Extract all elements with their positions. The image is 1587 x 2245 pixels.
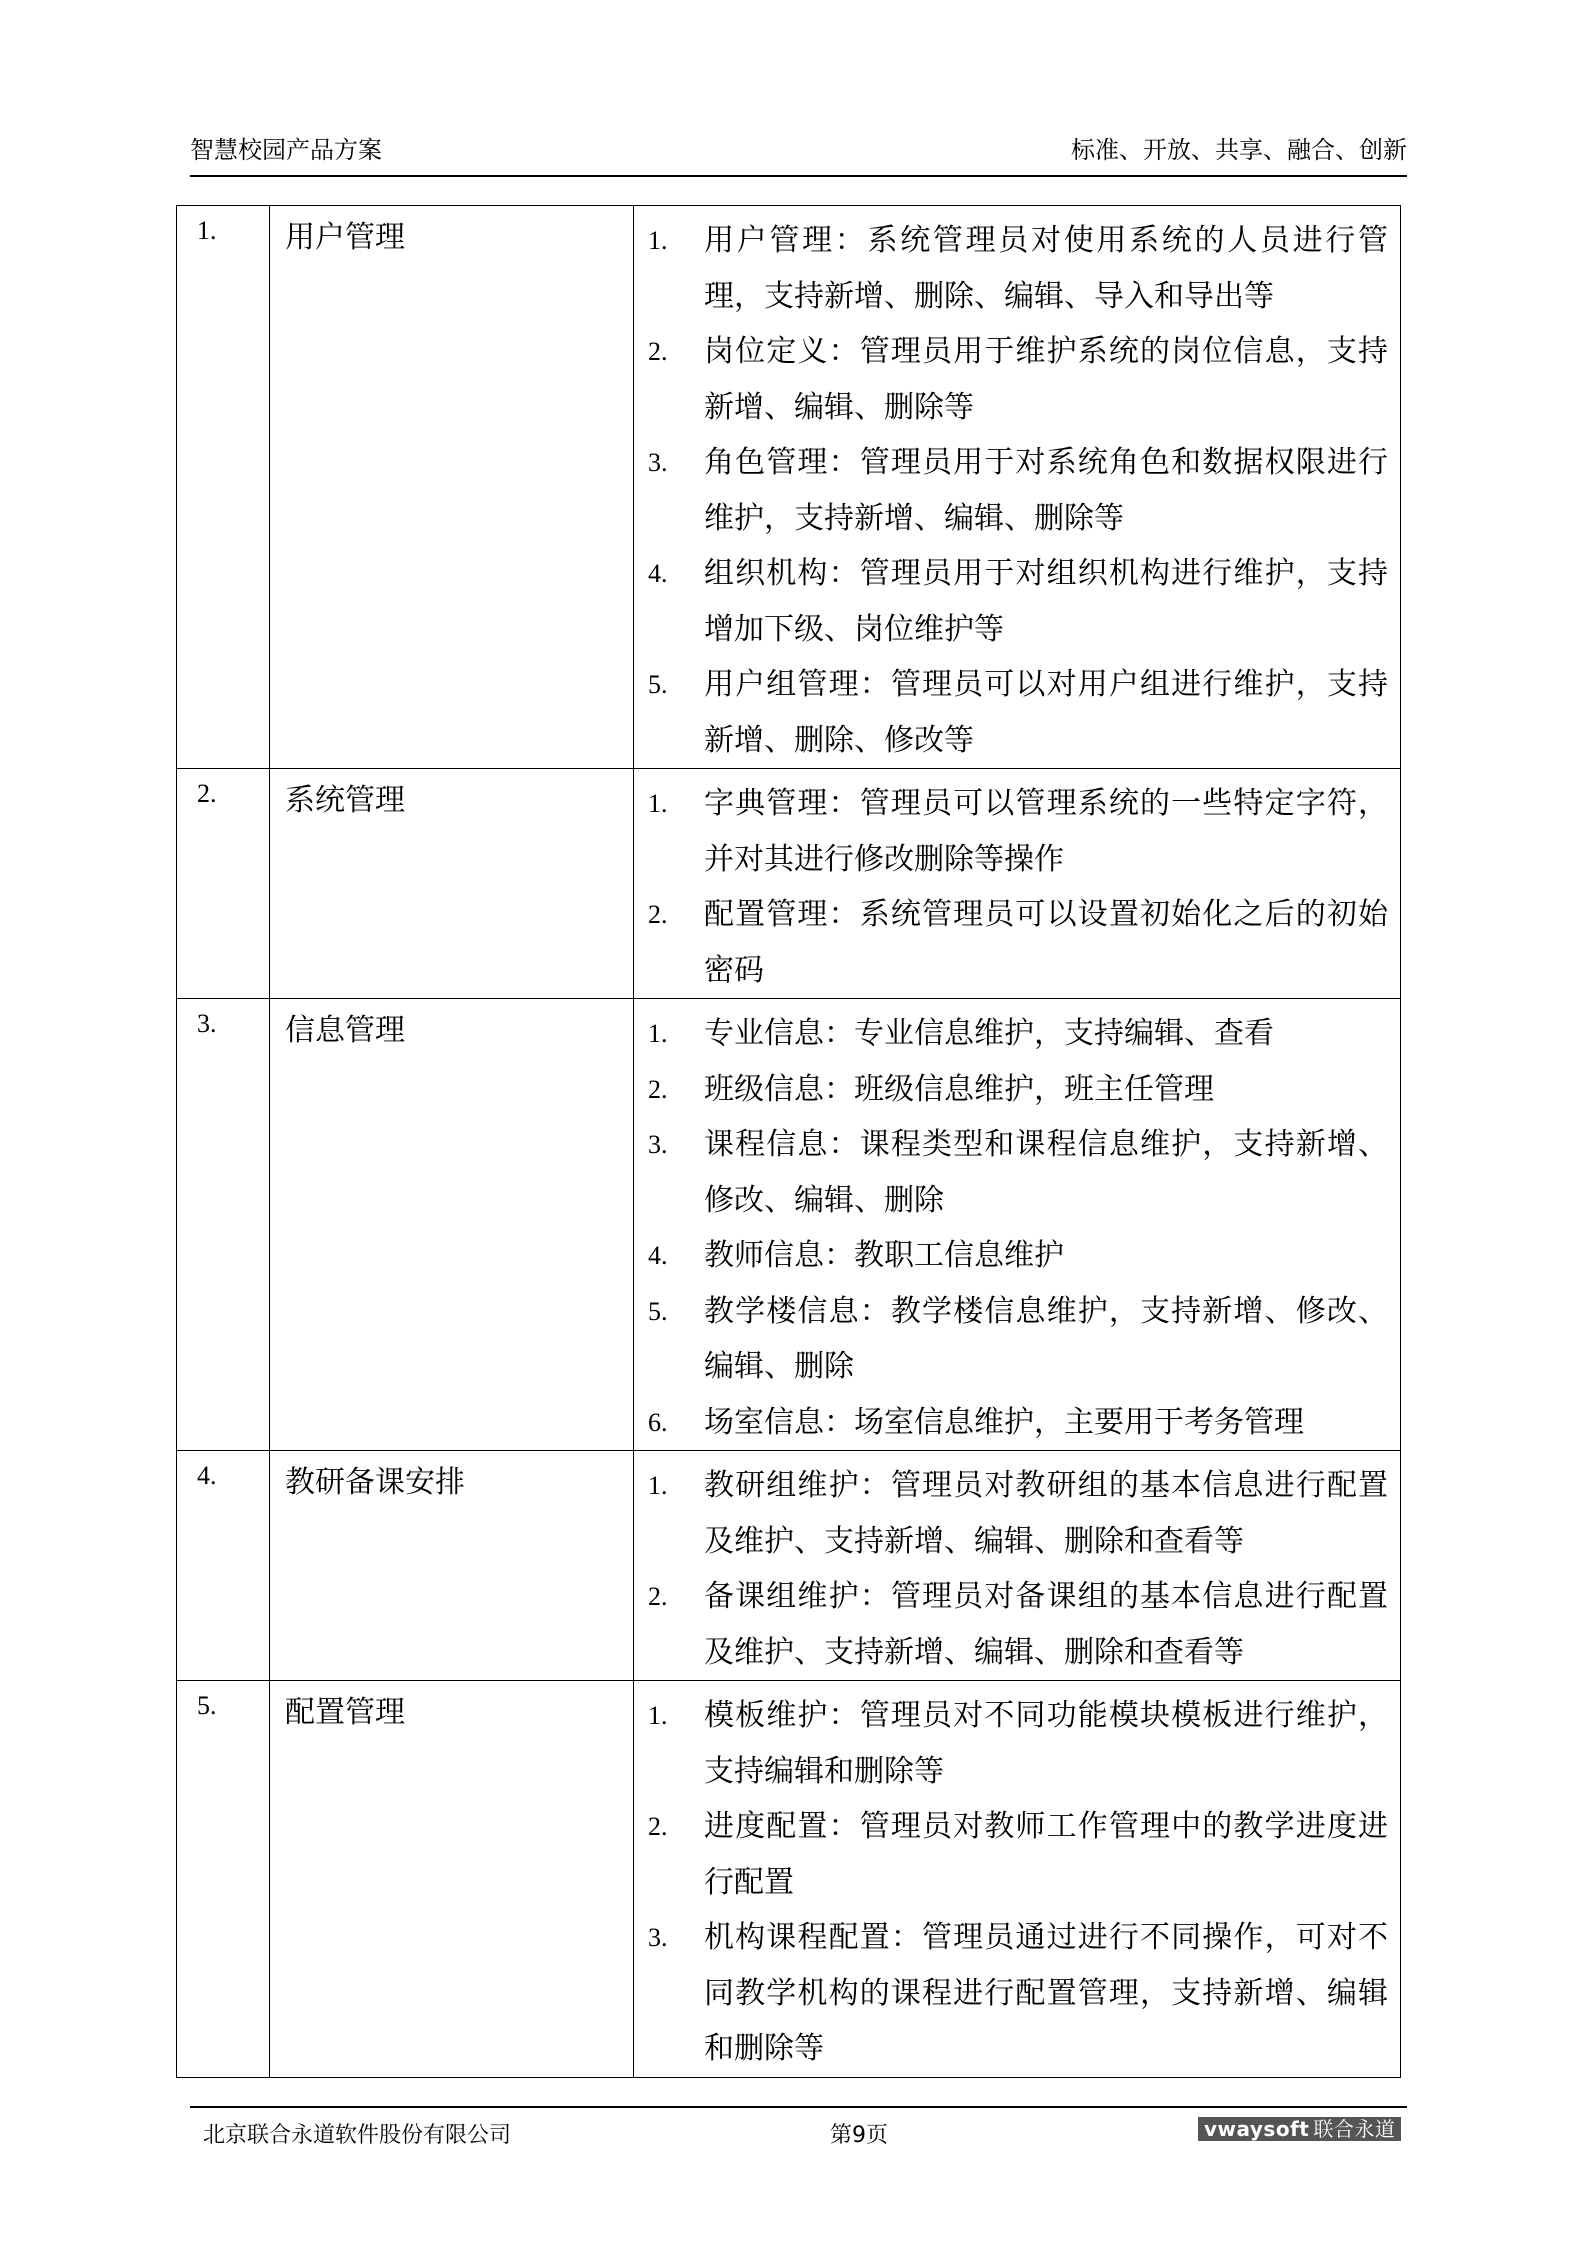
list-item — [634, 1395, 1388, 1451]
row-number: 2. — [197, 779, 217, 808]
feature-list — [634, 769, 1400, 998]
row-number-cell — [177, 999, 270, 1451]
module-name-cell — [270, 1451, 634, 1681]
list-item-number: 4. — [648, 1241, 668, 1270]
module-name: 配置管理 — [285, 1695, 405, 1730]
list-item-number: 1. — [648, 1471, 668, 1500]
list-item-text: 教研组维护：管理员对教研组的基本信息进行配置及维护、支持新增、编辑、删除和查看等 — [704, 1468, 1388, 1559]
list-item-text: 专业信息：专业信息维护，支持编辑、查看 — [704, 1016, 1274, 1051]
list-item-number: 6. — [648, 1407, 668, 1437]
company-logo — [1198, 2117, 1401, 2141]
logo-cn: 联合永道 — [1313, 2117, 1396, 2141]
list-item-text: 进度配置：管理员对教师工作管理中的教学进度进行配置 — [704, 1809, 1388, 1900]
list-item-number: 2. — [648, 1074, 668, 1104]
list-item — [634, 776, 1388, 887]
list-item-number: 5. — [648, 670, 668, 699]
list-item — [634, 213, 1388, 324]
feature-description-cell — [634, 769, 1401, 999]
table-row — [177, 1451, 1401, 1681]
list-item-text: 用户组管理：管理员可以对用户组进行维护，支持新增、删除、修改等 — [704, 667, 1388, 758]
feature-description-cell — [634, 999, 1401, 1451]
list-item-number: 1. — [648, 1019, 668, 1048]
module-name: 教研备课安排 — [285, 1465, 465, 1500]
module-name: 用户管理 — [285, 220, 405, 255]
table-row — [177, 1681, 1401, 2078]
list-item-number: 2. — [648, 900, 668, 929]
header-doc-title: 智慧校园产品方案 — [190, 136, 382, 164]
table-row — [177, 999, 1401, 1451]
feature-description-cell — [634, 1681, 1401, 2078]
feature-list — [634, 206, 1400, 768]
row-number: 3. — [197, 1009, 217, 1038]
list-item — [634, 1458, 1388, 1569]
list-item-text: 角色管理：管理员用于对系统角色和数据权限进行维护，支持新增、编辑、删除等 — [704, 445, 1388, 536]
feature-list — [634, 999, 1400, 1450]
header-slogan: 标准、开放、共享、融合、创新 — [1071, 136, 1407, 164]
list-item — [634, 1284, 1388, 1395]
footer-page-number: 第9页 — [830, 2123, 888, 2148]
list-item-text: 教学楼信息：教学楼信息维护，支持新增、修改、编辑、删除 — [704, 1293, 1388, 1384]
table-row — [177, 769, 1401, 999]
list-item — [634, 1910, 1388, 2077]
list-item-text: 机构课程配置：管理员通过进行不同操作，可对不同教学机构的课程进行配置管理，支持新增、编辑和删除等 — [704, 1920, 1388, 2066]
list-item — [634, 1006, 1388, 1062]
row-number: 1. — [197, 216, 217, 245]
list-item — [634, 1228, 1388, 1284]
list-item — [634, 1688, 1388, 1799]
row-number-cell — [177, 1451, 270, 1681]
logo-en: vwaysoft — [1204, 2117, 1310, 2141]
list-item-text: 班级信息：班级信息维护，班主任管理 — [704, 1071, 1214, 1107]
list-item-text: 岗位定义：管理员用于维护系统的岗位信息，支持新增、编辑、删除等 — [704, 334, 1388, 425]
feature-description-cell — [634, 1451, 1401, 1681]
list-item-text: 模板维护：管理员对不同功能模块模板进行维护，支持编辑和删除等 — [704, 1698, 1388, 1789]
footer-company: 北京联合永道软件股份有限公司 — [203, 2123, 512, 2148]
row-number-cell — [177, 1681, 270, 2078]
module-name-cell — [270, 769, 634, 999]
list-item-text: 场室信息：场室信息维护，主要用于考务管理 — [704, 1404, 1304, 1440]
list-item-number: 3. — [648, 1923, 668, 1952]
list-item-text: 字典管理：管理员可以管理系统的一些特定字符，并对其进行修改删除等操作 — [704, 786, 1388, 877]
list-item-text: 课程信息：课程类型和课程信息维护，支持新增、修改、编辑、删除 — [704, 1127, 1388, 1218]
list-item-number: 1. — [648, 226, 668, 255]
footer-rule — [190, 2106, 1407, 2108]
list-item — [634, 1799, 1388, 1910]
list-item — [634, 887, 1388, 998]
module-name-cell — [270, 1681, 634, 2078]
list-item-text: 备课组维护：管理员对备课组的基本信息进行配置及维护、支持新增、编辑、删除和查看等 — [704, 1579, 1388, 1670]
list-item — [634, 435, 1388, 546]
list-item — [634, 1569, 1388, 1680]
list-item-number: 2. — [648, 1812, 668, 1841]
feature-table — [176, 205, 1401, 2078]
list-item-number: 2. — [648, 1582, 668, 1611]
table-row — [177, 206, 1401, 769]
feature-list — [634, 1451, 1400, 1680]
list-item-number: 2. — [648, 337, 668, 366]
list-item-text: 组织机构：管理员用于对组织机构进行维护，支持增加下级、岗位维护等 — [704, 556, 1388, 647]
list-item-number: 1. — [648, 789, 668, 818]
module-name-cell — [270, 206, 634, 769]
list-item-number: 3. — [648, 1130, 668, 1159]
row-number: 4. — [197, 1461, 217, 1490]
module-name: 信息管理 — [285, 1013, 405, 1048]
list-item-number: 1. — [648, 1701, 668, 1730]
row-number-cell — [177, 206, 270, 769]
feature-description-cell — [634, 206, 1401, 769]
row-number-cell — [177, 769, 270, 999]
row-number: 5. — [197, 1691, 217, 1720]
list-item-text: 用户管理：系统管理员对使用系统的人员进行管理，支持新增、删除、编辑、导入和导出等 — [704, 223, 1388, 314]
list-item — [634, 1062, 1388, 1118]
list-item — [634, 546, 1388, 657]
page-header — [190, 135, 1407, 177]
list-item-number: 5. — [648, 1296, 668, 1326]
list-item-text: 配置管理：系统管理员可以设置初始化之后的初始密码 — [704, 897, 1388, 988]
feature-list — [634, 1681, 1400, 2077]
list-item-text: 教师信息：教职工信息维护 — [704, 1238, 1064, 1273]
module-name-cell — [270, 999, 634, 1451]
list-item — [634, 1117, 1388, 1228]
list-item-number: 4. — [648, 559, 668, 588]
list-item — [634, 324, 1388, 435]
module-name: 系统管理 — [285, 783, 405, 818]
list-item-number: 3. — [648, 448, 668, 477]
list-item — [634, 657, 1388, 768]
